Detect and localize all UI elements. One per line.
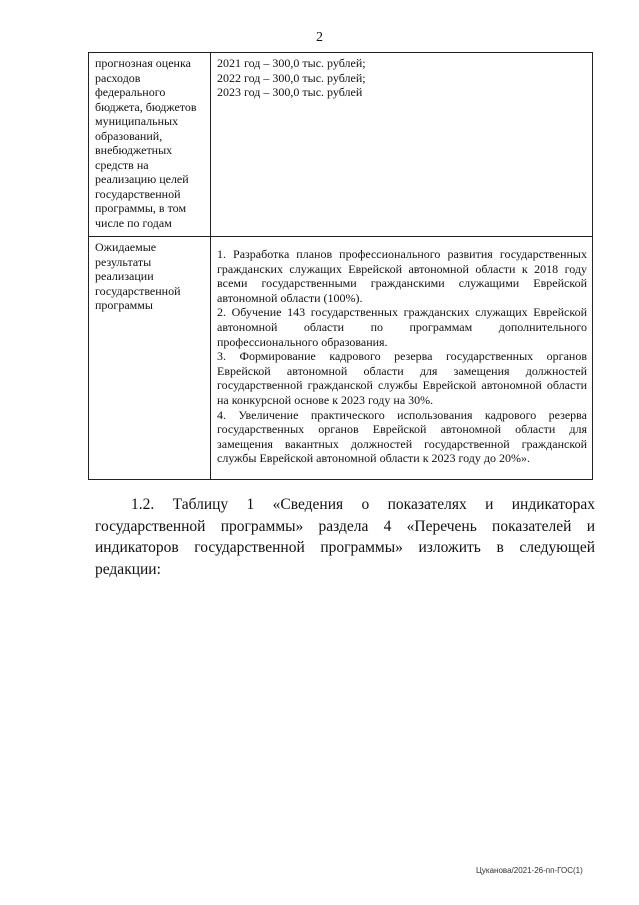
budget-year-2023: 2023 год – 300,0 тыс. рублей (217, 85, 363, 99)
amendment-paragraph: 1.2. Таблицу 1 «Сведения о показателях и индикаторах государственной программы» раздела 4 «Перечень показателей и индикаторов государственной программы» изложить в следующей редакции: (95, 496, 595, 578)
row-label-budget-forecast: прогнозная оценка расходов федерального бюджета, бюджетов муниципальных образований, внебюджетных средств на реализацию целей государственной программы, в том числе по годам (89, 53, 211, 237)
page-number: 2 (316, 30, 323, 45)
result-item-1: 1. Разработка планов профессионального развития государственных гражданских служащих Еврейской автономной области к 2018 году всеми государственными гражданскими служащими Еврейской автономной области (100%). (217, 247, 587, 305)
budget-year-2022: 2022 год – 300,0 тыс. рублей; (217, 70, 366, 85)
row-value-expected-results (211, 237, 593, 480)
row-label-expected-results: Ожидаемые результаты реализации государственной программы (89, 237, 211, 480)
result-item-3: 3. Формирование кадрового резерва государственных органов Еврейской автономной области для замещения должностей государственной гражданской службы Еврейской автономной области на конкурсной основе к 2023 году на 30%. (217, 349, 587, 407)
passport-table (88, 52, 593, 480)
budget-year-2021: 2021 год – 300,0 тыс. рублей; (217, 56, 366, 70)
result-item-4: 4. Увеличение практического использования кадрового резерва государственных органов Еврейской автономной области для замещения вакантных должностей государственной гражданской службы Еврейской автономной области к 2023 году до 20%». (217, 407, 587, 466)
footer-document-code: Цуканова/2021-26-пп-ГОС(1) (476, 866, 583, 875)
result-item-2: 2. Обучение 143 государственных гражданских служащих Еврейской автономной области по программам дополнительного профессионального образования. (217, 305, 587, 349)
table-row (89, 53, 593, 237)
row-value-budget-forecast (211, 53, 593, 237)
table-row (89, 237, 593, 480)
